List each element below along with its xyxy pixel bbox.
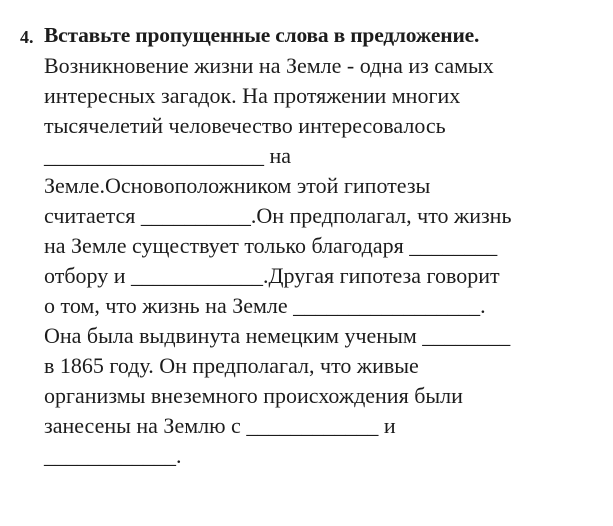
text-line-11: в 1865 году. Он предполагал, что живые (44, 353, 419, 378)
text-line-12: организмы внеземного происхождения были (44, 383, 463, 408)
text-line-7-blank: на Земле существует только благодаря ________ (44, 233, 498, 258)
text-line-3: тысячелетий человечество интересовалось (44, 113, 446, 138)
text-line-13-blank: занесены на Землю с ____________ и (44, 413, 396, 438)
task-number: 4. (20, 27, 34, 47)
text-line-5: Земле.Основоположником этой гипотезы (44, 173, 431, 198)
text-line-4-blank: ____________________ на (44, 143, 292, 168)
text-line-6-blank: считается __________.Он предполагал, что жизнь (44, 203, 512, 228)
text-line-1: Возникновение жизни на Земле - одна из самых (44, 53, 494, 78)
text-line-8-blank: отбору и ____________.Другая гипотеза говорит (44, 263, 500, 288)
task-title: Вставьте пропущенные слова в предложение. (44, 23, 480, 47)
text-line-2: интересных загадок. На протяжении многих (44, 83, 461, 108)
text-line-14-blank: ____________. (44, 443, 182, 468)
text-line-10-blank: Она была выдвинута немецким ученым ________ (44, 323, 511, 348)
text-line-9-blank: о том, что жизнь на Земле _________________. (44, 293, 486, 318)
